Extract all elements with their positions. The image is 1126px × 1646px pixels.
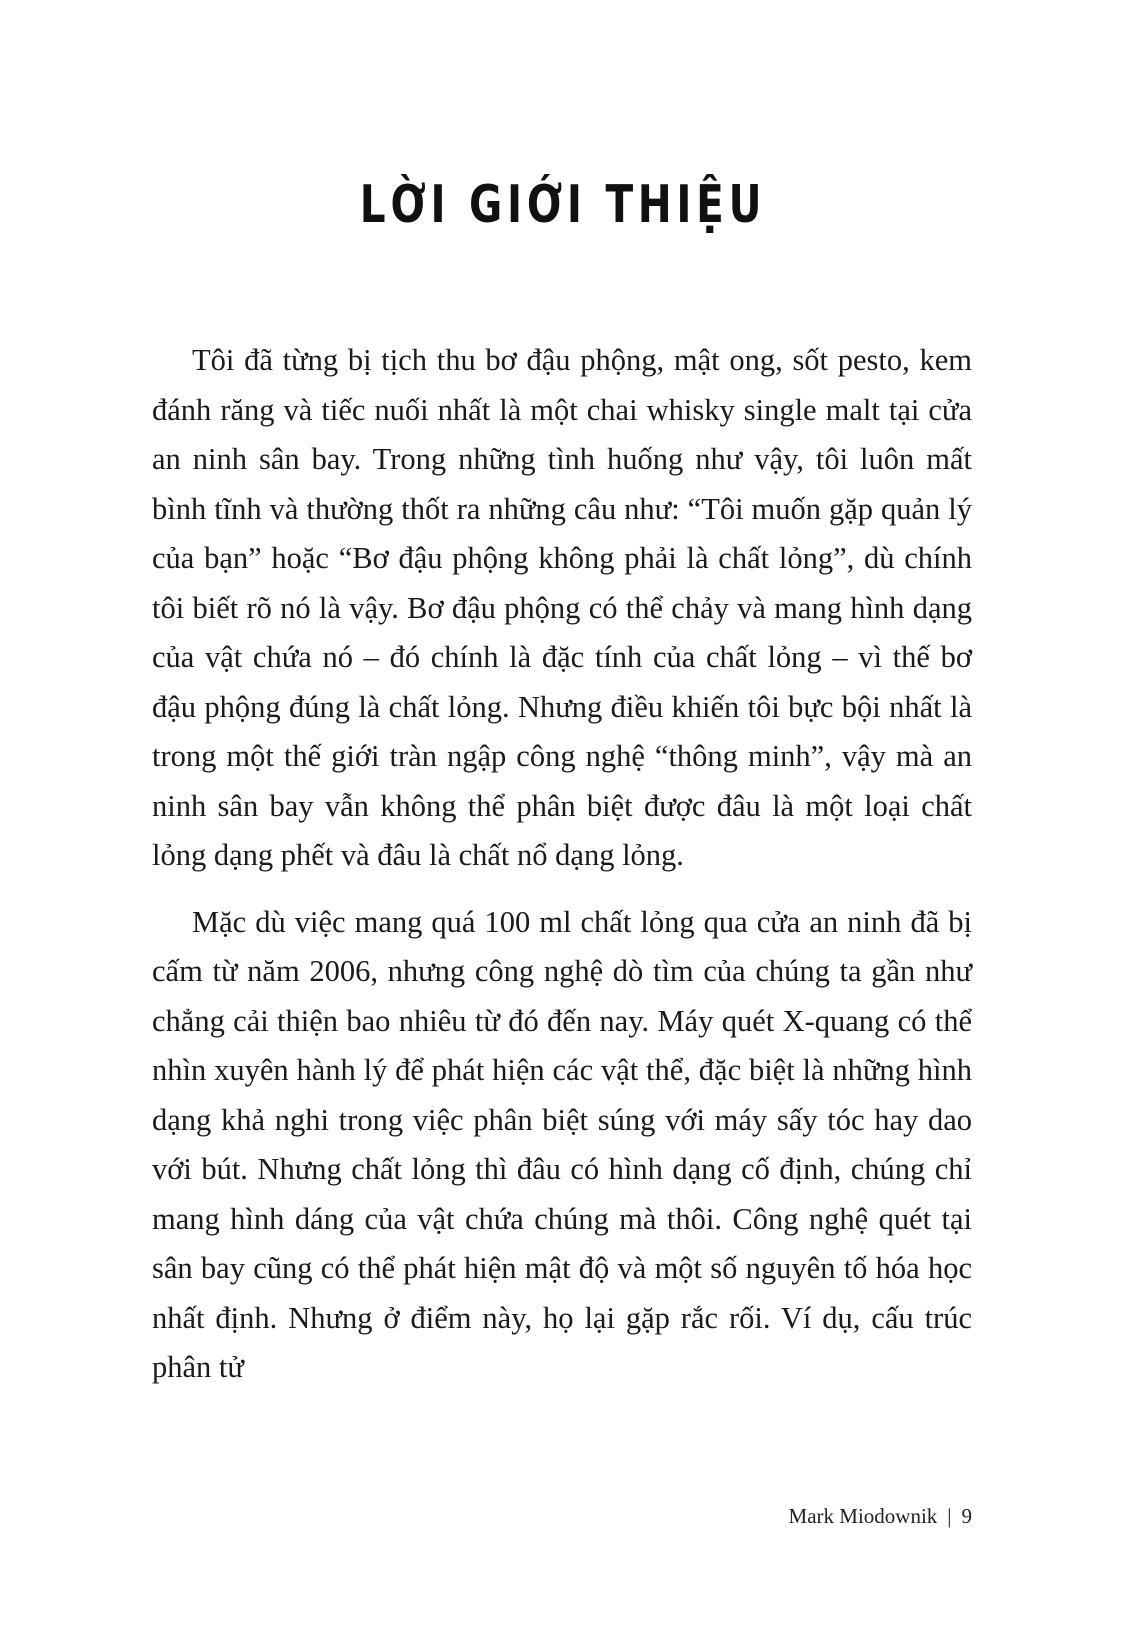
chapter-title: LỜI GIỚI THIỆU <box>359 174 767 235</box>
paragraph-2: Mặc dù việc mang quá 100 ml chất lỏng qua cửa an ninh đã bị cấm từ năm 2006, nhưng công nghệ dò tìm của chúng ta gần như chẳng cải thiện bao nhiêu từ đó đến nay. Máy quét X-quang có thể nhìn xuyên hành lý để phát hiện các vật thể, đặc biệt là những hình dạng khả nghi trong việc phân biệt súng với máy sấy tóc hay dao với bút. Nhưng chất lỏng thì đâu có hình dạng cố định, chúng chỉ mang hình dáng của vật chứa chúng mà thôi. Công nghệ quét tại sân bay cũng có thể phát hiện mật độ và một số nguyên tố hóa học nhất định. Nhưng ở điểm này, họ lại gặp rắc rối. Ví dụ, cấu trúc phân tử <box>152 904 972 1384</box>
page-footer <box>789 1504 972 1529</box>
footer-author: Mark Miodownik <box>788 1504 938 1528</box>
paragraph-1: Tôi đã từng bị tịch thu bơ đậu phộng, mật ong, sốt pesto, kem đánh răng và tiếc nuối nhất là một chai whisky single malt tại cửa an ninh sân bay. Trong những tình huống như vậy, tôi luôn mất bình tĩnh và thường thốt ra những câu như: “Tôi muốn gặp quản lý của bạn” hoặc “Bơ đậu phộng không phải là chất lỏng”, dù chính tôi biết rõ nó là vậy. Bơ đậu phộng có thể chảy và mang hình dạng của vật chứa nó – đó chính là đặc tính của chất lỏng – vì thế bơ đậu phộng đúng là chất lỏng. Nhưng điều khiến tôi bực bội nhất là trong một thế giới tràn ngập công nghệ “thông minh”, vậy mà an ninh sân bay vẫn không thể phân biệt được đâu là một loại chất lỏng dạng phết và đâu là chất nổ dạng lỏng. <box>152 343 972 872</box>
footer-separator: | <box>947 1504 952 1528</box>
body-text <box>152 336 972 1393</box>
page-number: 9 <box>961 1504 972 1528</box>
